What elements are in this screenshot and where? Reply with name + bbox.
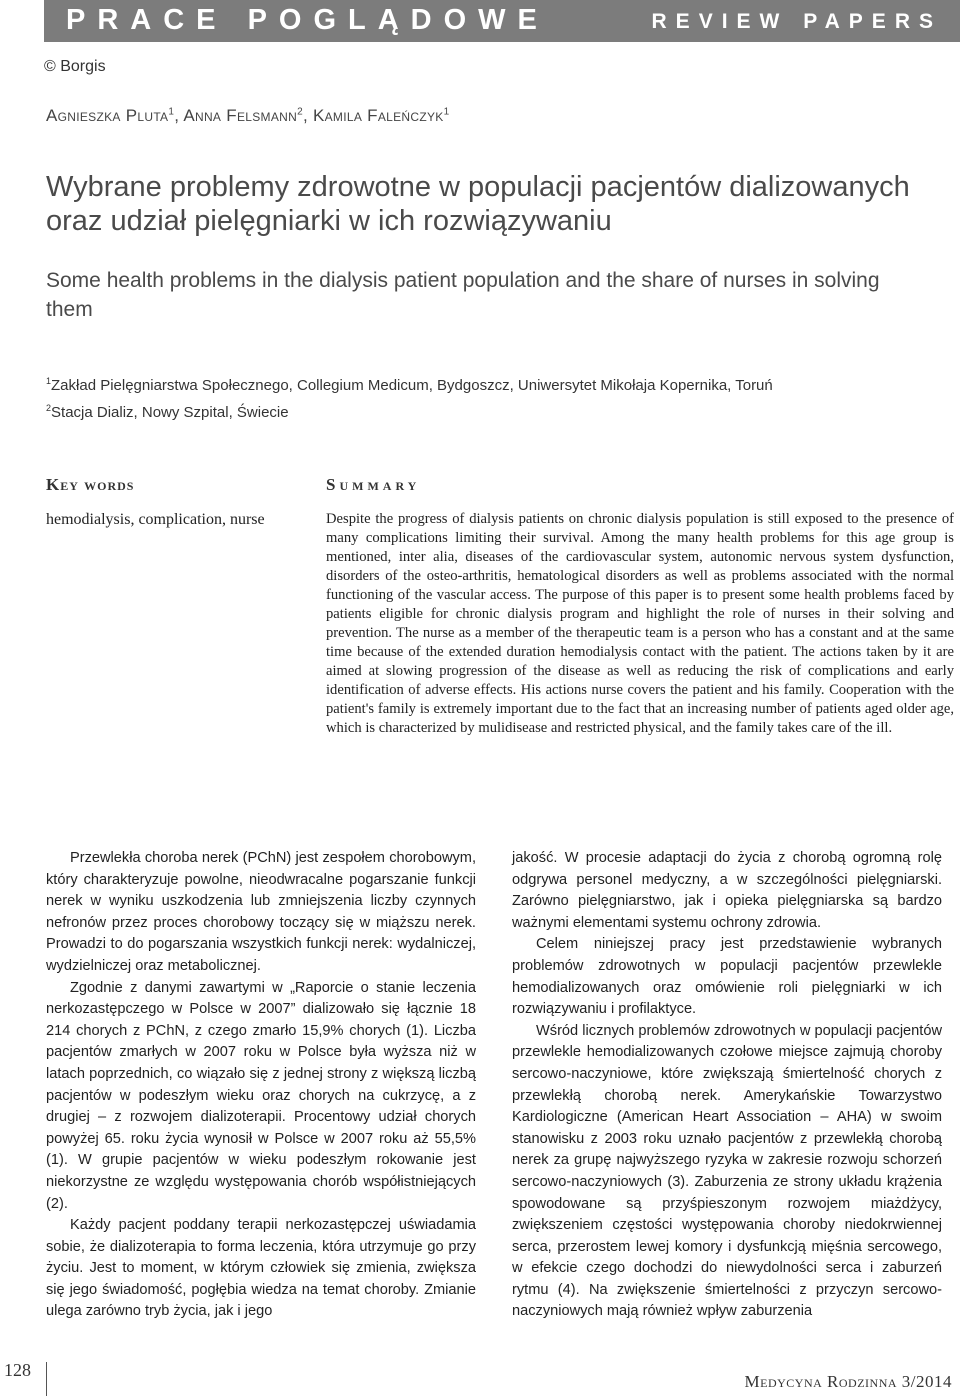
body-column-left xyxy=(46,848,476,1323)
author-affiliation-mark: 1 xyxy=(443,106,450,118)
body-paragraph: Każdy pacjent poddany terapii nerkozastępczej uświadamia sobie, że dializoterapia to forma leczenia, która utrzymuje go przy życiu. Jest to moment, w którym człowiek się zmienia, zwiększa się jego świadomość, pogłębia wiedza na temat choroby. Zmianie ulega zarówno tryb życia, jak i jego xyxy=(46,1217,476,1320)
section-title-en: REVIEW PAPERS xyxy=(651,10,942,33)
copyright-notice: © Borgis xyxy=(44,58,106,75)
affiliation-line: $^2$Stacja Dializ, Nowy Szpital, Świecie xyxy=(46,403,289,421)
body-paragraph: Celem niniejszej pracy jest przedstawienie wybranych problemów zdrowotnych w populacji pacjentów przewlekle hemodializowanych oraz omówienie roli pielęgniarki w ich rozwiązywaniu i profilaktyce. xyxy=(512,936,942,1018)
summary-text: Despite the progress of dialysis patients on chronic dialysis population is still exposed to the presence of many complications limiting their survival. Among the many health problems for this age group is mentioned, inter alia, diseases of the cardiovascular system, autonomic nervous system dysfunction, disorders of the osteo-arthritis, hematological disorders as well as problems associated with the normal functioning of the vascular access. The purpose of this paper is to present some health problems faced by patients eligible for chronic dialysis program and highlight the role of nurses in their solving and prevention. The nurse as a member of the therapeutic team is a person who has a constant and at the same time because of the extended duration hemodialysis contact with the patient. The actions taken by it are aimed at slowing progression of the disease as well as reducing the risk of complications and early identification of adverse effects. His actions nurse covers the patient and his family. Cooperation with the patient's family is extremely important due to the fact that an increasing number of patients aged older age, which is characterized by mulidisease and restricted physical, and the family takes care of the ill. xyxy=(326,511,954,736)
article-title-english: Some health problems in the dialysis patient population and the share of nurses in solving them xyxy=(46,269,880,321)
keywords-text: hemodialysis, complication, nurse xyxy=(46,511,265,528)
author-name: Anna Felsmann xyxy=(183,106,298,125)
journal-name: Medycyna Rodzinna 3/2014 xyxy=(744,1372,952,1391)
summary-heading: Summary xyxy=(326,475,421,494)
footer-divider xyxy=(46,1362,47,1396)
keywords-heading: Key words xyxy=(46,475,135,494)
section-banner xyxy=(44,0,960,42)
body-paragraph: Wśród licznych problemów zdrowotnych w populacji pacjentów przewlekle hemodializowanych czołowe miejsce zajmują choroby sercowo-naczyniowe, które zwiększają śmiertelność chorych z przewlekłą chorobą nerek. Amerykańskie Towarzystwo Kardiologiczne (American Heart Association – AHA) w swoim stanowisku z 2003 roku uznało pacjentów z przewlekłą chorobą nerek za grupę najwyższego ryzyka w zakresie rozwoju schorzeń sercowo-naczyniowych (3). Zaburzenia ze strony układu krążenia spowodowane są przyśpieszonym rozwojem miażdżycy, zwiększeniem częstości występowania choroby niedokrwiennej serca, przerostem lewej komory i dysfunkcją mięśnia sercowego, w efekcie czego dochodzi do niewydolności serca i zaburzeń rytmu (4). Na zwiększenie śmiertelności z przyczyn sercowo-naczyniowych mają również wpływ zaburzenia xyxy=(512,1022,942,1320)
author-affiliation-mark: 2 xyxy=(297,106,303,118)
page-number: 128 xyxy=(4,1360,31,1380)
author-affiliation-mark: 1 xyxy=(168,106,175,118)
body-column-right xyxy=(512,848,942,1323)
author-list: Agnieszka Pluta$^1$, Anna Felsmann$^2$, Kamila Faleńczyk$^1$ xyxy=(46,106,450,125)
section-title-pl: PRACE POGLĄDOWE xyxy=(66,4,549,36)
body-paragraph: jakość. W procesie adaptacji do życia z chorobą ogromną rolę odgrywa personel medyczny, a w szczególności pielęgniarski. Zarówno pielęgniarstwo, jak i opieka pielęgniarska są bardzo ważnymi elementami systemu ochrony zdrowia. xyxy=(512,850,942,931)
affiliation-line: $^1$Zakład Pielęgniarstwa Społecznego, Collegium Medicum, Bydgoszcz, Uniwersytet Mikołaja Kopernika, Toruń xyxy=(46,376,773,394)
affiliations xyxy=(46,370,926,424)
author-name: Kamila Faleńczyk xyxy=(312,106,444,125)
author-name: Agnieszka Pluta xyxy=(46,106,169,125)
article-title-polish: Wybrane problemy zdrowotne w populacji pacjentów dializowanych oraz udział pielęgniarki w ich rozwiązywaniu xyxy=(46,171,910,237)
body-paragraph: Zgodnie z danymi zawartymi w „Raporcie o stanie leczenia nerkozastępczego w Polsce w 2007” dializowało się łącznie 18 214 chorych z PChN, z czego zmarło 15,9% chorych (1). Liczba pacjentów zmarłych w 2007 roku w Polsce była wyższa niż w latach poprzednich, co wiązało się z jednej strony z większą liczbą pacjentów w podeszłym wieku oraz chorych na cukrzycę, a z drugiej – z rozwojem dializoterapii. Procentowy udział chorych powyżej 65. roku życia wynosił w Polsce w 2007 roku aż 55,5% (1). W grupie pacjentów w wieku podeszłym rokowanie jest niekorzystne ze względu występowania chorób współistniejących (2). xyxy=(46,979,476,1212)
body-paragraph: Przewlekła choroba nerek (PChN) jest zespołem chorobowym, który charakteryzuje powolne, nieodwracalne pogarszanie funkcji nerek w wyniku uszkodzenia lub zmniejszenia liczby czynnych nefronów przez proces chorobowy toczący się w miąższu nerek. Prowadzi to do pogarszania wszystkich funkcji nerek: wydalniczej, wydzielniczej oraz metabolicznej. xyxy=(46,850,476,974)
